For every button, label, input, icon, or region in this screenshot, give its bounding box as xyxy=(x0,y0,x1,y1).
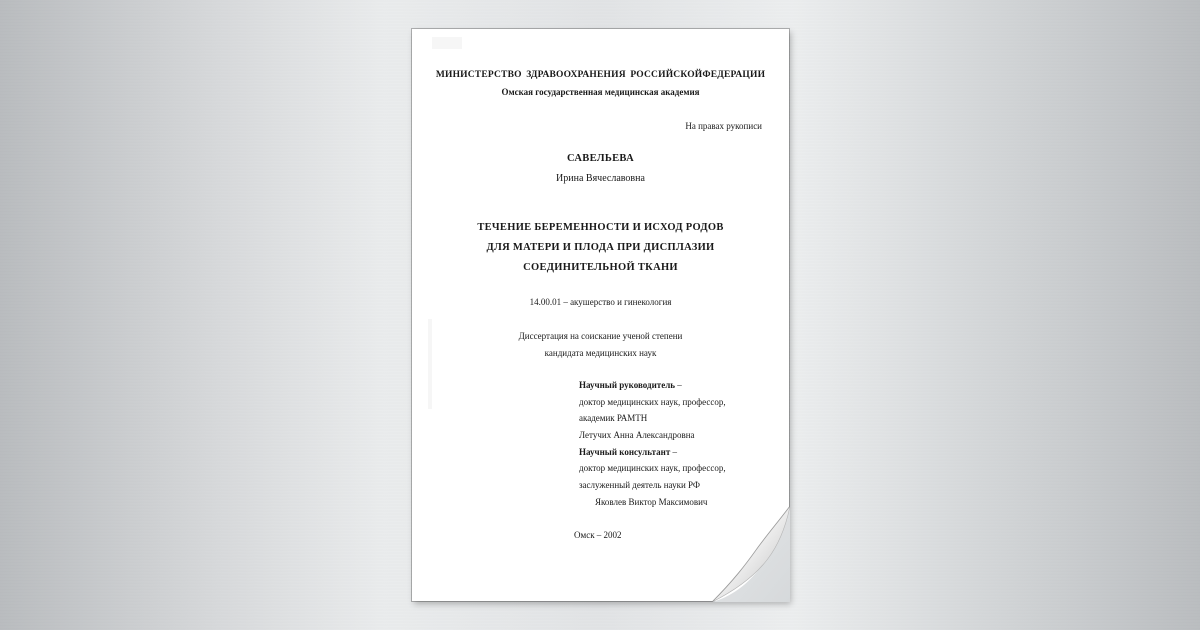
author-name: Ирина Вячеславовна xyxy=(556,173,645,184)
dissertation-note: кандидата медицинских наук xyxy=(544,348,657,358)
thesis-title-line: ДЛЯ МАТЕРИ И ПЛОДА ПРИ ДИСПЛАЗИИ xyxy=(486,242,715,253)
consultant-degree: доктор медицинских наук, профессор, xyxy=(579,463,726,473)
document-page xyxy=(412,29,789,601)
specialty-code: 14.00.01 – акушерство и гинекология xyxy=(529,297,672,307)
consultant-dash: – xyxy=(670,447,678,457)
dissertation-note: Диссертация на соискание ученой степени xyxy=(518,331,683,341)
supervisor-degree: доктор медицинских наук, профессор, xyxy=(579,397,726,407)
rights-note: На правах рукописи xyxy=(685,121,762,131)
thesis-title-line: ТЕЧЕНИЕ БЕРЕМЕННОСТИ И ИСХОД РОДОВ xyxy=(477,222,724,233)
supervisor-label: Научный руководитель xyxy=(579,380,675,390)
place-year: Омск – 2002 xyxy=(574,530,622,540)
supervisor-name: Летучих Анна Александровна xyxy=(579,430,695,440)
consultant-title: заслуженный деятель науки РФ xyxy=(579,480,700,490)
consultant-name: Яковлев Виктор Максимович xyxy=(595,497,708,507)
supervisor-title: академик РАМТН xyxy=(579,413,648,423)
consultant-label: Научный консультант xyxy=(579,447,671,457)
supervisor-dash: – xyxy=(675,380,682,390)
supervisor-heading xyxy=(579,380,682,390)
thesis-title-line: СОЕДИНИТЕЛЬНОЙ ТКАНИ xyxy=(523,262,678,273)
scan-smudge xyxy=(432,37,462,49)
ministry-heading: МИНИСТЕРСТВО ЗДРАВООХРАНЕНИЯ РОССИЙСКОЙФЕДЕРАЦИИ xyxy=(435,70,766,80)
consultant-heading xyxy=(579,447,677,457)
page-curl-icon xyxy=(712,506,790,602)
academy-heading: Омская государственная медицинская академия xyxy=(501,87,700,97)
author-surname: САВЕЛЬЕВА xyxy=(567,153,634,164)
